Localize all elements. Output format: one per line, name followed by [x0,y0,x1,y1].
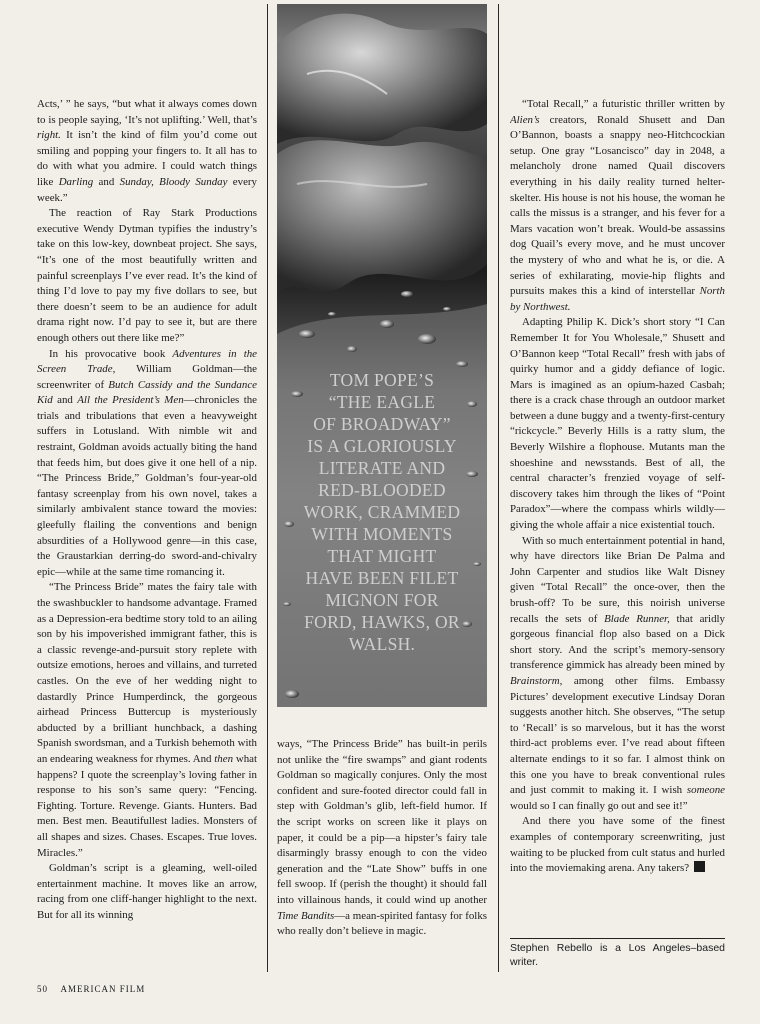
italic-title: Butch Cassidy and the Sundance Kid [37,378,257,407]
article-photo [277,4,487,707]
paragraph [510,814,725,876]
italic-title: Sunday, Bloody Sunday [119,175,228,188]
text-run: among other films. Embassy Pictures’ development executive Lindsay Doran suggests another hitch. She observes, “The setup to ‘Recall’ is so marvelous, but it has the worst third-act problems ever. I’ve read about fifteen alternate endings to it so far. I almost think on this one you have to break conventional rules and just commit to making it. I wish [510,674,725,797]
italic-title: Time Bandits [277,909,335,922]
paragraph [37,861,257,923]
text-run: The reaction of Ray Stark Productions executive Wendy Dytman typifies the industry’s take on this low-key, downbeat project. She says, “It’s one of the most beautifully written and painful screenplays I’ve ever read. It’s the kind of thing I’d love to pay my five dollars to see, but there doesn’t seem to be an audience for adult drama right now. I’d pay to see it, but are there enough others out there like me?” [37,207,257,344]
text-run: what happens? I quote the screenplay’s loving father in response to his son’s same query: “Fencing. Fighting. Torture. Revenge. Giants. Hunters. Bad men. Best men. Beautifullest ladies. Monsters of all shapes and sizes. Chases. Escapes. True loves. Miracles.” [37,752,257,859]
pull-quote-line: FORD, HAWKS, OR [304,612,460,632]
italic-title: All the President’s Men [77,394,184,407]
paragraph [510,534,725,815]
author-byline: Stephen Rebello is a Los Angeles–based writer. [510,942,725,968]
italic-title: North by Northwest. [510,285,725,313]
pull-quote-line: WALSH. [348,634,416,654]
text-run: “Total Recall,” a futuristic thriller written by [522,98,725,110]
italic-title: Darling [58,175,94,188]
text-run: —a mean-spirited fantasy for folks who really don’t believe in magic. [277,909,487,938]
paragraph [37,97,257,206]
italic-title: Blade Runner, [604,612,670,625]
text-run: every week.” [37,175,257,204]
pull-quote-line: RED-BLOODED [318,480,446,500]
text-run: and [93,175,120,188]
paragraph [37,580,257,861]
text-run: that aridly gorgeous financial flop also based on a Dick short story. And the script’s memory-sensory transference gimmick has already been mined by [510,612,725,672]
text-run: creators, Ronald Shusett and Dan O’Bannon, boasts a snappy neo-Hitchcockian setup. One gray “Losancisco” day in 2048, a melancholy drone named Quail discovers everything in his daily reality turned helter-skelter. His house is not his house, the woman he calls the missus is a stranger, and his fever for a Mars vacation won’t break. Would-be assassins dog Quail’s every move, and he must uncover the mystery of who and what he is, or die. A series of exhilarating, movie-hip flights and pursuits makes this a kind of interstellar [510,113,725,298]
pull-quote-line: OF BROADWAY” [313,414,451,434]
italic-title: someone [686,784,725,797]
text-run: Goldman’s script is a gleaming, well-oiled entertainment machine. It moves like an arrow, racing from one cliff-hanger highlight to the next. But for all its winning [37,862,257,921]
text-run: Adapting Philip K. Dick’s short story “I Can Remember It for You Wholesale,” Shusett and O’Bannon keep “Total Recall” fresh with jabs of quirky humor and a giddy defiance of logic. Mars is imagined as an opium-hazed Casbah; there is a crack chase through an outdoor market between a dune buggy and a twenty-first-century “rickcycle.” Beverly Hills is a ratty slum, the Beverly Wilshire a flophouse. Mutants man the shoeshine and newsstands. Best of all, the central character’s frenzied voyage of self-discovery takes him through the likes of “Point Paradox”—where the compass whirls wildly—giving the whole affair a nice existential touch. [510,316,725,532]
italic-title: Alien’s [510,113,540,126]
column-rule-right [498,4,499,972]
pull-quote-line: IS A GLORIOUSLY [307,436,457,456]
paragraph [37,347,257,581]
pull-quote-line: WORK, CRAMMED [303,502,461,522]
pull-quote-line: LITERATE AND [318,458,446,478]
text-run: would so I can finally go out and see it!” [510,799,688,812]
middle-column [277,737,487,967]
text-run: William Goldman—the screenwriter of [37,363,257,391]
pull-quote-line: WITH MOMENTS [311,524,453,544]
pull-quote [277,369,487,655]
text-run: ways, “The Princess Bride” has built-in perils not unlike the “fire swamps” and giant rodents Goldman so magically conjures. Only the most confident and sure-footed director could fall in step with Goldman’s glib, left-field humor. If the script works on screen like it plays on paper, it could be a pip—a hipster’s fairy tale disarmingly brassy enough to con the video generation and the “Late Show” buffs in one fell swoop. If (perish the thought) it should fall into villainous hands, it could wind up another [277,738,487,906]
right-column [510,97,725,937]
text-run: and [52,394,78,407]
italic-title: Brainstorm, [510,674,563,687]
paragraph [510,97,725,315]
page-footer [37,984,145,994]
text-run: It isn’t the kind of film you’d come out smiling and popping your fingers to. It all has to do with what you admire. I could watch things like [37,129,257,188]
pull-quote-line: THAT MIGHT [327,546,437,566]
column-rule-left [267,4,268,972]
end-of-article-mark [694,861,705,872]
text-run: With so much entertainment potential in hand, why have directors like Brian De Palma and John Carpenter and studios like Walt Disney given “Total Recall” the once-over, then the brush-off? To be sure, this noirish universe recalls the sets of [510,534,725,625]
text-run: And there you have some of the finest examples of contemporary screenwriting, just waiting to be plucked from cult status and hurled into the moviemaking arena. Any takers? [510,815,725,875]
italic-title: Adventures in the Screen Trade, [37,347,257,376]
paragraph [37,206,257,346]
text-run: Acts,’ ” he says, “but what it always comes down to is people saying, ‘It’s not uplifting.’ Well, that’s [37,98,257,126]
pull-quote-line: HAVE BEEN FILET [305,568,459,588]
left-column [37,97,257,967]
publication-name: AMERICAN FILM [60,984,146,994]
text-run: —chronicles the trials and tribulations that even a heavyweight suffers in Lotusland. With nimble wit and restraint, Goldman avoids actually biting the hand that feeds him, but does give it one hell of a nip. “The Princess Bride,” Goldman’s four-year-old fantasy screenplay from his own novel, takes a similarly ambivalent stance toward the movies: gleefully flailing the conventions and benign absurdities of a Hollywood genre—in this case, the Graustarkian derring-do sword-and-chivalry epic—while at the same time romancing it. [37,394,257,578]
pull-quote-line: TOM POPE’S [329,370,435,390]
pull-quote-line: MIGNON FOR [325,590,439,610]
paragraph [510,315,725,533]
text-run: In his provocative book [49,347,173,360]
italic-title: right. [37,129,61,142]
text-run: “The Princess Bride” mates the fairy tale with the swashbuckler to handsome advantage. Framed as a Depression-era bedtime story told to an ailing son by his impoverished immigrant father, this is a classic revenge-and-pursuit story replete with outsize emotions, heroes and villains, and turreted castles. On the eve of her wedding night to dastardly Prince Humperdinck, the gorgeous airhead Princess Buttercup is mysteriously abducted by a brilliant hunchback, a dashing Spanish swordsman, and a Turkish behemoth with an endearing weakness for rhymes. And [37,581,257,765]
page-number: 50 [37,984,48,994]
byline-rule [510,938,725,939]
pull-quote-line: “THE EAGLE [328,392,436,412]
italic-title: then [214,752,234,765]
paragraph [277,737,487,940]
